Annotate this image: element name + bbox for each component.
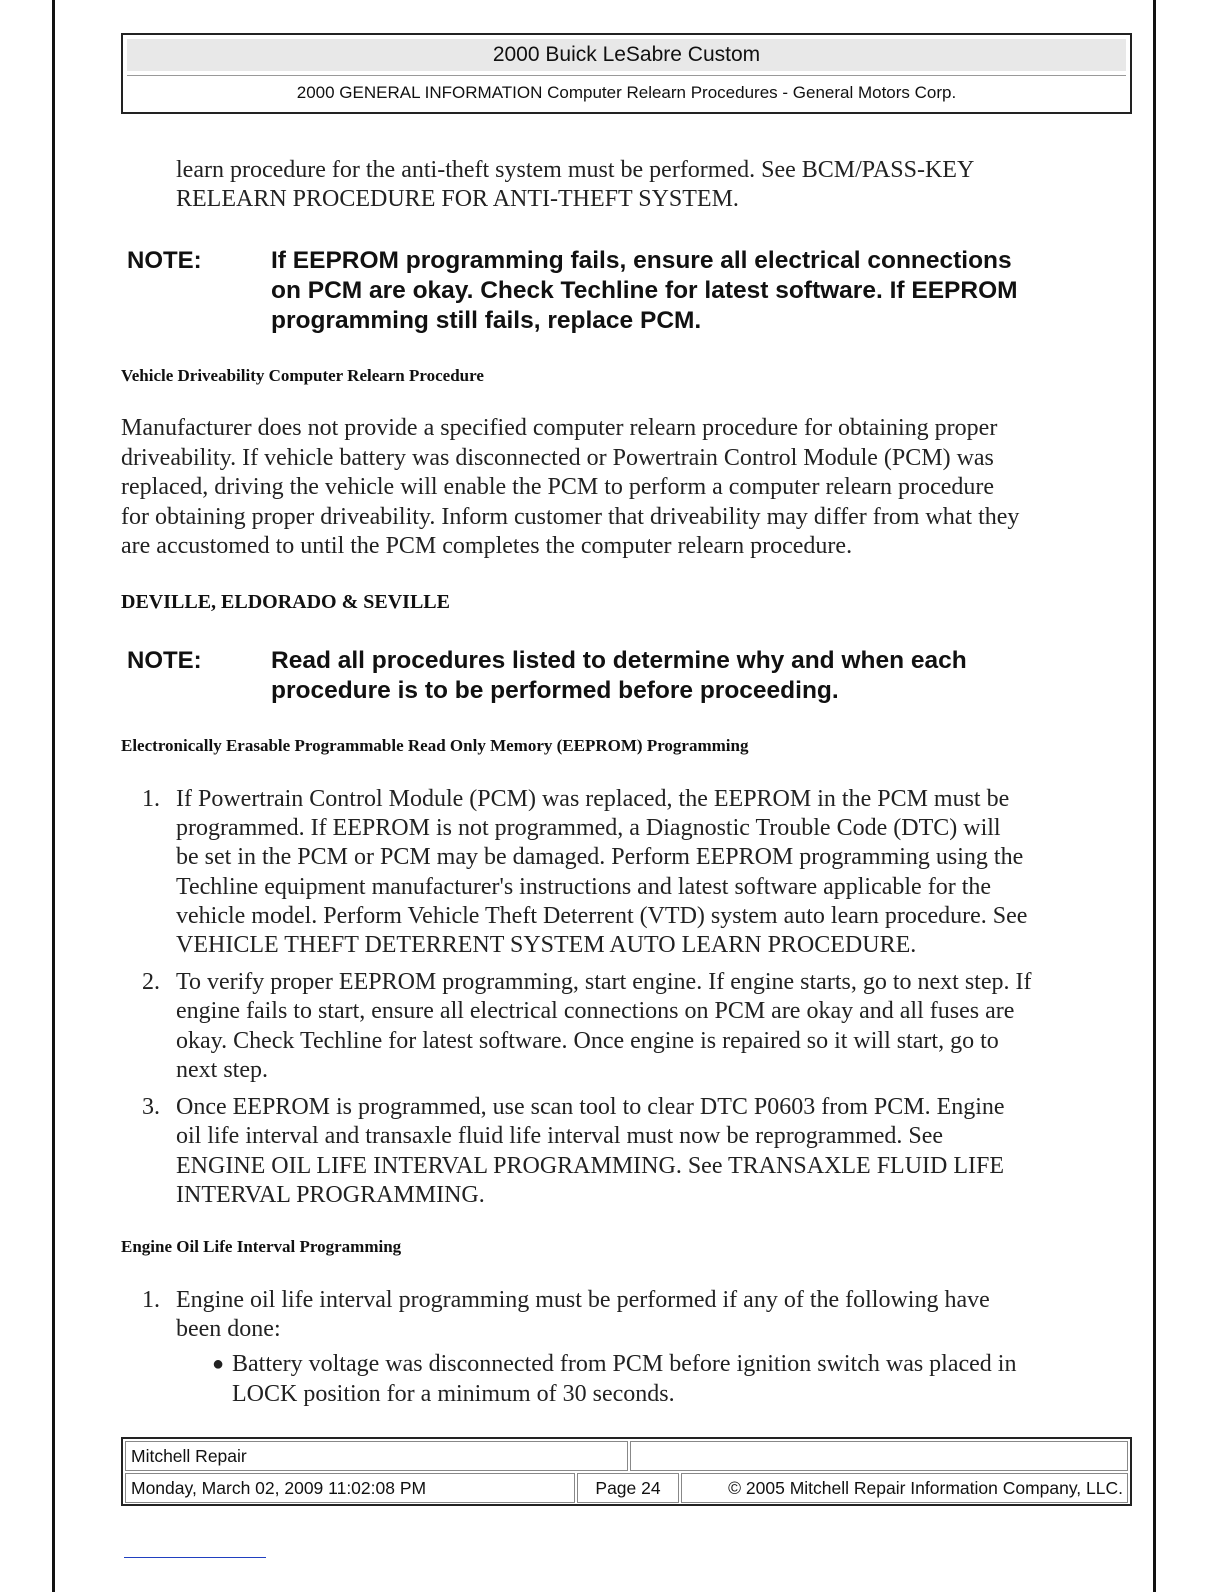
footer-page-number: Page 24 xyxy=(577,1473,679,1503)
footnote-rule xyxy=(124,1557,266,1558)
document-subtitle: 2000 GENERAL INFORMATION Computer Relearn Procedures - General Motors Corp. xyxy=(127,75,1126,110)
paragraph-line: driveability. If vehicle battery was disconnected or Powertrain Control Module (PCM) was xyxy=(121,445,994,471)
section-heading-eeprom: Electronically Erasable Programmable Read Only Memory (EEPROM) Programming xyxy=(121,736,749,755)
note-label: NOTE: xyxy=(127,247,202,274)
list-item-line: INTERVAL PROGRAMMING. xyxy=(176,1182,485,1208)
vehicle-title: 2000 Buick LeSabre Custom xyxy=(127,39,1126,71)
section-heading-deville: DEVILLE, ELDORADO & SEVILLE xyxy=(121,591,450,613)
list-item-line: be set in the PCM or PCM may be damaged. Perform EEPROM programming using the xyxy=(176,844,1024,870)
note-line: Read all procedures listed to determine why and when each xyxy=(271,647,967,674)
footer-timestamp: Monday, March 02, 2009 11:02:08 PM xyxy=(125,1473,575,1503)
note-line: on PCM are okay. Check Techline for latest software. If EEPROM xyxy=(271,277,1018,304)
note-line: programming still fails, replace PCM. xyxy=(271,307,702,334)
list-item-line: programmed. If EEPROM is not programmed, a Diagnostic Trouble Code (DTC) will xyxy=(176,815,1001,841)
list-number: 2. xyxy=(142,969,160,995)
list-item-line: Once EEPROM is programmed, use scan tool to clear DTC P0603 from PCM. Engine xyxy=(176,1094,1005,1120)
list-item-line: oil life interval and transaxle fluid life interval must now be reprogrammed. See xyxy=(176,1123,944,1149)
list-item-line: engine fails to start, ensure all electrical connections on PCM are okay and all fuses are xyxy=(176,998,1015,1024)
list-item-line: okay. Check Techline for latest software. Once engine is repaired so it will start, go to xyxy=(176,1028,999,1054)
list-number: 1. xyxy=(142,786,160,812)
note-line: If EEPROM programming fails, ensure all electrical connections xyxy=(271,247,1012,274)
list-number: 1. xyxy=(142,1287,160,1313)
list-item-line: been done: xyxy=(176,1316,281,1342)
list-item-line: VEHICLE THEFT DETERRENT SYSTEM AUTO LEARN PROCEDURE. xyxy=(176,932,917,958)
paragraph-line: are accustomed to until the PCM completes the computer relearn procedure. xyxy=(121,533,853,559)
list-item-line: Engine oil life interval programming must be performed if any of the following have xyxy=(176,1287,990,1313)
note-label: NOTE: xyxy=(127,647,202,674)
note-line: procedure is to be performed before proceeding. xyxy=(271,677,839,704)
footer-company: Mitchell Repair xyxy=(125,1441,628,1471)
list-item-line: To verify proper EEPROM programming, start engine. If engine starts, go to next step. If xyxy=(176,969,1032,995)
section-heading-oil-life: Engine Oil Life Interval Programming xyxy=(121,1237,402,1256)
intro-line-2: RELEARN PROCEDURE FOR ANTI-THEFT SYSTEM. xyxy=(176,186,739,212)
intro-line-1: learn procedure for the anti-theft system must be performed. See BCM/PASS-KEY xyxy=(176,157,975,183)
document-footer xyxy=(121,1437,1132,1506)
footer-empty-cell xyxy=(630,1441,1128,1471)
bullet-line: Battery voltage was disconnected from PCM before ignition switch was placed in xyxy=(232,1351,1017,1377)
list-item-line: vehicle model. Perform Vehicle Theft Deterrent (VTD) system auto learn procedure. See xyxy=(176,903,1028,929)
paragraph-line: replaced, driving the vehicle will enable the PCM to perform a computer relearn procedure xyxy=(121,474,994,500)
section-heading-driveability: Vehicle Driveability Computer Relearn Procedure xyxy=(121,366,484,385)
document-header xyxy=(121,33,1132,114)
paragraph-line: for obtaining proper driveability. Inform customer that driveability may differ from what they xyxy=(121,504,1020,530)
paragraph-line: Manufacturer does not provide a specified computer relearn procedure for obtaining proper xyxy=(121,415,998,441)
footer-copyright: © 2005 Mitchell Repair Information Company, LLC. xyxy=(681,1473,1128,1503)
bullet-line: LOCK position for a minimum of 30 seconds. xyxy=(232,1381,675,1407)
list-item-line: next step. xyxy=(176,1057,268,1083)
list-item-line: Techline equipment manufacturer's instructions and latest software applicable for the xyxy=(176,874,992,900)
list-item-line: ENGINE OIL LIFE INTERVAL PROGRAMMING. See TRANSAXLE FLUID LIFE xyxy=(176,1153,1005,1179)
bullet-dot: ● xyxy=(212,1353,225,1375)
list-item-line: If Powertrain Control Module (PCM) was replaced, the EEPROM in the PCM must be xyxy=(176,786,1010,812)
list-number: 3. xyxy=(142,1094,160,1120)
